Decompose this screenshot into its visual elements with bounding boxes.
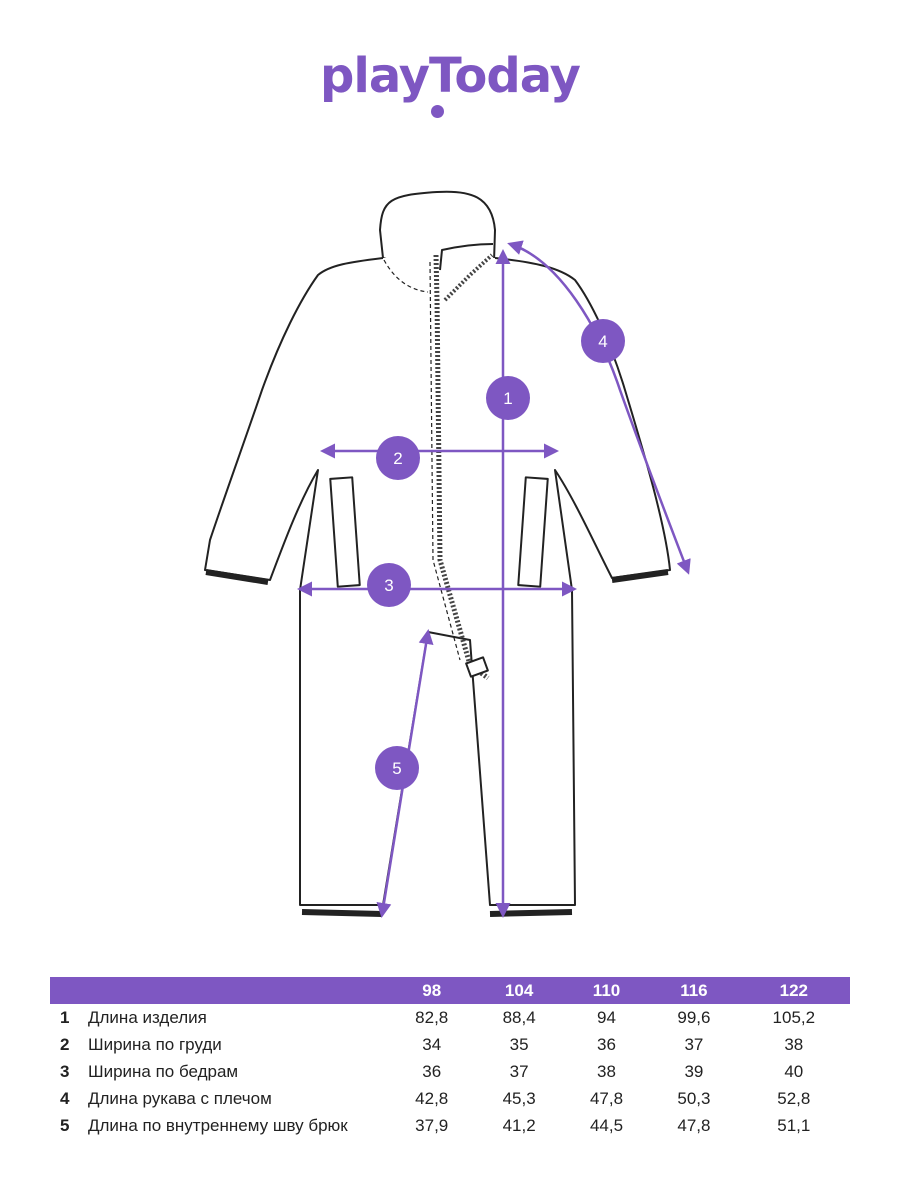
row-number: 1 [60, 1007, 70, 1027]
cell-value: 40 [784, 1061, 804, 1081]
table-row [50, 1031, 850, 1058]
row-number: 2 [60, 1034, 70, 1054]
cell-value: 39 [684, 1061, 704, 1081]
cell-value: 37,9 [415, 1115, 449, 1135]
svg-text:4: 4 [598, 332, 608, 351]
svg-text:3: 3 [384, 576, 394, 595]
size-header-116: 116 [650, 977, 737, 1004]
jumpsuit-outline [205, 192, 670, 914]
size-table [50, 977, 850, 1139]
marker-2 [376, 436, 420, 480]
size-header-blank [50, 977, 388, 1004]
cell-value: 94 [597, 1007, 616, 1027]
cell-value: 42,8 [415, 1088, 449, 1108]
marker-4 [581, 319, 625, 363]
cell-value: 44,5 [589, 1115, 624, 1135]
cell-value: 35 [509, 1034, 529, 1054]
cell-value: 88,4 [502, 1007, 536, 1027]
table-row [50, 1058, 850, 1085]
row-label: Длина изделия [88, 1007, 207, 1027]
row-label: Длина рукава с плечом [88, 1088, 272, 1108]
table-row [50, 1004, 850, 1031]
cell-value: 37 [509, 1061, 529, 1081]
cell-value: 34 [422, 1034, 442, 1054]
size-header-row [50, 977, 850, 1004]
size-header-110: 110 [563, 977, 650, 1004]
cell-value: 47,8 [589, 1088, 624, 1108]
table-row [50, 1112, 850, 1139]
cell-value: 52,8 [777, 1088, 811, 1108]
row-label: Ширина по груди [88, 1034, 222, 1054]
cell-value: 105,2 [772, 1007, 816, 1027]
svg-text:1: 1 [503, 389, 513, 408]
size-header-122: 122 [738, 977, 850, 1004]
table-row [50, 1085, 850, 1112]
cell-value: 99,6 [677, 1007, 711, 1027]
cell-value: 82,8 [415, 1007, 449, 1027]
cell-value: 37 [684, 1034, 704, 1054]
cell-value: 50,3 [677, 1088, 711, 1108]
cell-value: 51,1 [777, 1115, 811, 1135]
marker-1 [486, 376, 530, 420]
marker-3 [367, 563, 411, 607]
marker-5 [375, 746, 419, 790]
cell-value: 47,8 [677, 1115, 711, 1135]
cell-value: 38 [597, 1061, 616, 1081]
row-label: Ширина по бедрам [88, 1061, 239, 1081]
svg-text:5: 5 [392, 759, 402, 778]
cell-value: 38 [784, 1034, 804, 1054]
cell-value: 36 [422, 1061, 442, 1081]
size-header-98: 98 [388, 977, 475, 1004]
svg-text:2: 2 [393, 449, 403, 468]
row-number: 5 [60, 1115, 70, 1135]
row-label: Длина по внутреннему шву брюк [88, 1115, 348, 1135]
cell-value: 45,3 [502, 1088, 536, 1108]
logo-text: playToday [320, 48, 580, 104]
row-number: 3 [60, 1061, 70, 1081]
row-number: 4 [60, 1088, 70, 1108]
cell-value: 41,2 [502, 1115, 536, 1135]
size-header-104: 104 [475, 977, 562, 1004]
cell-value: 36 [597, 1034, 616, 1054]
